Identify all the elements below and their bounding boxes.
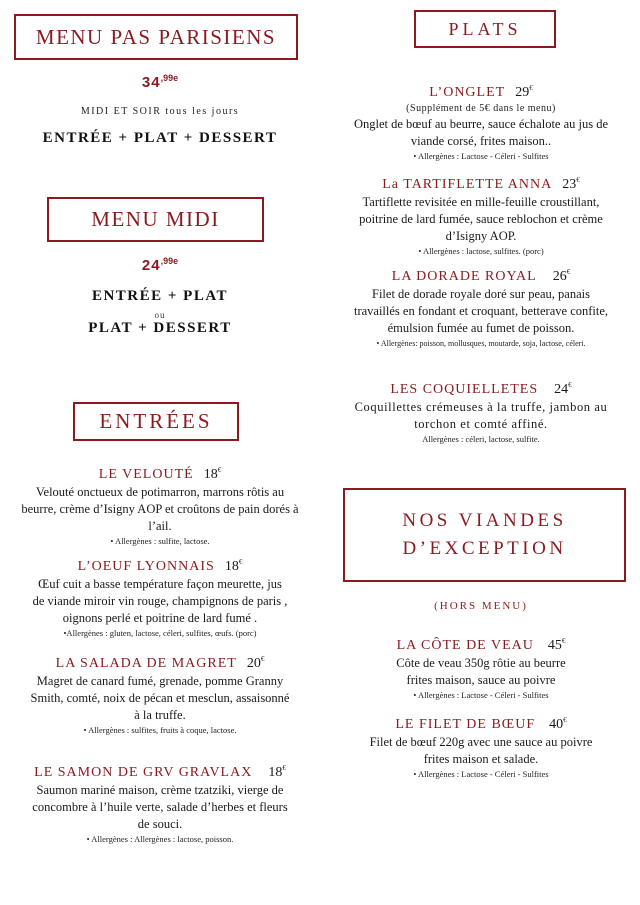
dish-description: Velouté onctueux de potimarron, marrons rôtis au beurre, crème d’Isigny AOP et croûtons de pain dorés à l’ail.: [21, 485, 299, 533]
nos-viandes-header: [343, 488, 626, 582]
nos-viandes-title-line-1: NOS VIANDES: [402, 510, 567, 531]
entrees-header: [73, 402, 239, 441]
menu-midi-formula-2: PLAT + DESSERT: [88, 320, 232, 336]
entree-item: [0, 553, 320, 640]
dish-allergens: • Allergènes : Lactose - Céleri - Sulfites: [413, 690, 549, 700]
dish-note: (Supplément de 5€ dans le menu): [406, 103, 556, 114]
menu-pas-parisiens-price: $34^{,99e}$: [141, 73, 179, 91]
dish-title: L’ONGLET 29€: [429, 84, 533, 100]
dish-title: LA DORADE ROYAL 26€: [391, 268, 571, 284]
dish-description: Œuf cuit a basse température façon meurette, jus de viande miroir vin rouge, champignons de paris , oignons perlé et poitrine de lard fumé .: [32, 577, 288, 625]
dish-allergens: • Allergènes: poisson, mollusques, moutarde, soja, lactose, céleri.: [376, 339, 586, 348]
plats-title: PLATS: [448, 19, 522, 39]
menu-pas-parisiens-header: [14, 14, 298, 60]
menu-midi-price: $24^{,99e}$: [141, 256, 179, 274]
dish-allergens: •Allergènes : gluten, lactose, céleri, sulfites, œufs. (porc): [63, 628, 257, 638]
dish-title: LE FILET DE BŒUF 40€: [395, 716, 567, 732]
dish-description: Tartiflette revisitée en mille-feuille croustillant, poitrine de lard fumée, sauce reblochon et crème d’Isigny AOP.: [359, 195, 603, 243]
dish-description: Onglet de bœuf au beurre, sauce échalote au jus de viande corsé, frites maison..: [353, 117, 609, 148]
menu-midi-title: MENU MIDI: [91, 207, 220, 231]
nos-viandes-title-line-2: D’EXCEPTION: [402, 538, 567, 559]
dish-allergens: • Allergènes : lactose, sulfites. (porc): [418, 246, 544, 256]
dish-title: LES COQUIELLETES 24€: [390, 381, 572, 397]
dish-title: LA SALADA DE MAGRET 20€: [55, 655, 265, 671]
dish-description: Côte de veau 350g rôtie au beurre frites maison, sauce au poivre: [396, 656, 566, 687]
dish-title: LE VELOUTÉ 18€: [98, 466, 222, 482]
entree-item: [0, 461, 320, 548]
plats-header: [414, 10, 556, 48]
viande-item: [322, 711, 640, 781]
plat-item: [322, 376, 640, 446]
dish-allergens: • Allergènes : sulfite, lactose.: [110, 536, 210, 546]
dish-title: L’OEUF LYONNAIS 18€: [77, 558, 243, 574]
plat-item: [322, 171, 640, 258]
entrees-title: ENTRÉES: [99, 409, 213, 433]
menu-midi-header: [47, 197, 264, 242]
viande-item: [322, 632, 640, 702]
menu-pas-parisiens-formula: ENTRÉE + PLAT + DESSERT: [42, 130, 278, 146]
dish-description: Magret de canard fumé, grenade, pomme Granny Smith, comté, noix de pécan et mesclun, assaisonné à la truffe.: [30, 674, 290, 722]
dish-allergens: • Allergènes : Lactose - Céleri - Sulfites: [413, 151, 549, 161]
dish-allergens: • Allergènes : sulfites, fruits à coque, lactose.: [83, 725, 237, 735]
dish-description: Coquillettes crémeuses à la truffe, jambon au torchon et comté affiné.: [354, 400, 608, 431]
menu-pas-parisiens-availability: MIDI ET SOIR tous les jours: [80, 106, 240, 117]
menu-midi-formula-1: ENTRÉE + PLAT: [91, 288, 229, 304]
menu-pas-parisiens-title: MENU PAS PARISIENS: [35, 24, 277, 49]
dish-description: Filet de bœuf 220g avec une sauce au poivre frites maison et salade.: [369, 735, 593, 766]
dish-allergens: • Allergènes : Allergènes : lactose, poisson.: [86, 834, 234, 844]
dish-description: Saumon mariné maison, crème tzatziki, vierge de concombre à l’huile verte, salade d’herbes et fleurs de souci.: [32, 783, 288, 831]
plat-item: [322, 263, 640, 350]
hors-menu-label: (HORS MENU): [434, 600, 528, 612]
dish-title: LE SAMON DE GRV GRAVLAX 18€: [34, 764, 286, 780]
plat-item: [322, 79, 640, 163]
dish-title: La TARTIFLETTE ANNA 23€: [382, 176, 580, 192]
dish-allergens: • Allergènes : Lactose - Céleri - Sulfites: [413, 769, 549, 779]
dish-description: Filet de dorade royale doré sur peau, panais travaillés en fondant et croquant, betterave confite, émulsion fumée au fumet de poisson.: [353, 287, 609, 335]
entree-item: [0, 759, 320, 846]
dish-allergens: Allergènes : céleri, lactose, sulfite.: [422, 434, 540, 444]
dish-title: LA CÔTE DE VEAU 45€: [396, 637, 566, 653]
entree-item: [0, 650, 320, 737]
menu-midi-or: ou: [154, 310, 166, 320]
